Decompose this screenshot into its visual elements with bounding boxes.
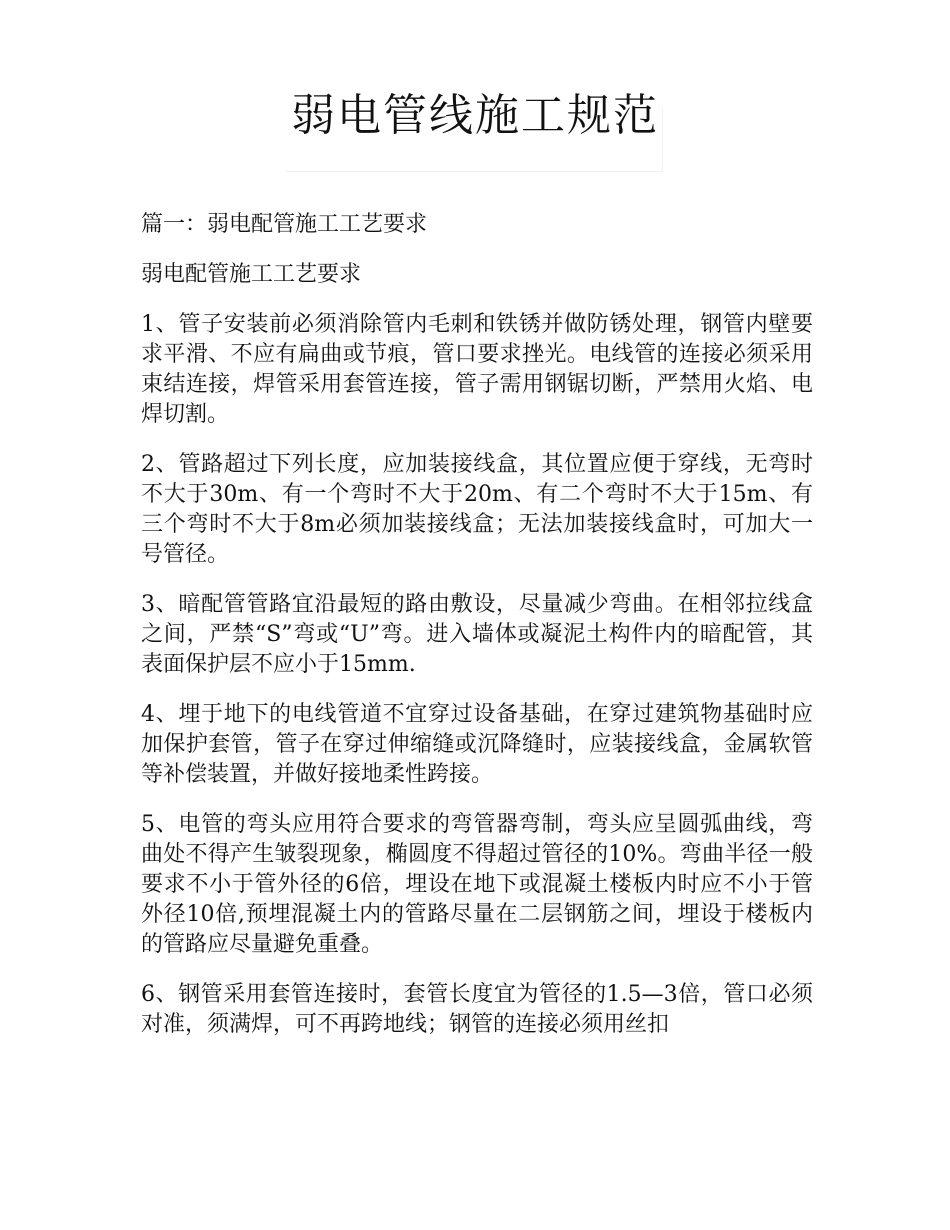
section-heading: 篇一：弱电配管施工工艺要求 (141, 212, 428, 237)
title-frame-edge (662, 108, 663, 172)
paragraph-6: 6、钢管采用套管连接时，套管长度宜为管径的1.5—3倍，管口必须对准，须满焊，可不再跨地线；钢管的连接必须用丝扣 (141, 982, 813, 1037)
paragraph-4: 4、埋于地下的电线管道不宜穿过设备基础，在穿过建筑物基础时应加保护套管，管子在穿过伸缩缝或沉降缝时，应装接线盒，金属软管等补偿装置，并做好接地柔性跨接。 (141, 702, 813, 787)
paragraph-1: 1、管子安装前必须消除管内毛刺和铁锈并做防锈处理，钢管内壁要求平滑、不应有扁曲或节痕，管口要求挫光。电线管的连接必须采用束结连接，焊管采用套管连接，管子需用钢锯切断，严禁用火焰、电焊切割。 (141, 312, 813, 427)
subheading: 弱电配管施工工艺要求 (141, 262, 362, 287)
document-body (141, 210, 813, 1060)
paragraph-2: 2、管路超过下列长度，应加装接线盒，其位置应便于穿线，无弯时不大于30m、有一个弯时不大于20m、有二个弯时不大于15m、有三个弯时不大于8m必须加装接线盒；无法加装接线盒时，可加大一号管径。 (141, 452, 813, 567)
paragraph-5: 5、电管的弯头应用符合要求的弯管器弯制，弯头应呈圆弧曲线，弯曲处不得产生皱裂现象，椭圆度不得超过管径的10%。弯曲半径一般要求不小于管外径的6倍，埋设在地下或混凝土楼板内时应不小于管外径10倍,预埋混凝土内的管路尽量在二层钢筋之间，埋设于楼板内的管路应尽量避免重叠。 (141, 812, 813, 957)
title-divider (286, 171, 663, 172)
paragraph-3: 3、暗配管管路宜沿最短的路由敷设，尽量减少弯曲。在相邻拉线盒之间，严禁“S”弯或“U”弯。进入墙体或凝泥土构件内的暗配管，其表面保护层不应小于15mm. (141, 592, 813, 677)
document-title: 弱电管线施工规范 (291, 90, 659, 141)
